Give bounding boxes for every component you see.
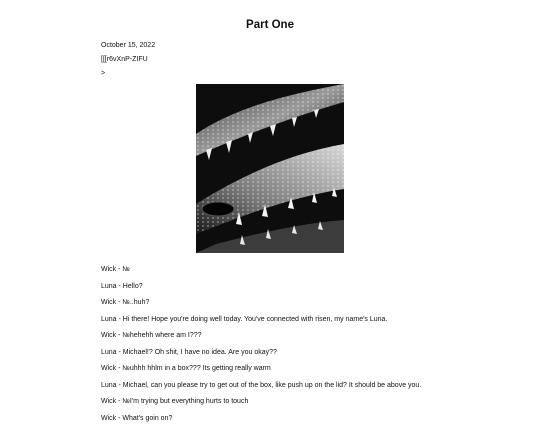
dialogue-line: Luna - Michael!? Oh shit, I have no idea. Are you okay?? bbox=[101, 348, 521, 365]
dialogue-line: Luna - Michael, can you please try to get out of the box, like push up on the lid? It should be above you. bbox=[101, 381, 521, 398]
page-title: Part One bbox=[0, 19, 540, 31]
dialogue-line: Wick - What's goin on? bbox=[101, 414, 521, 430]
dialogue-line: Wick - №uhhh hhlm in a box??? Its getting really warm bbox=[101, 364, 521, 381]
dialogue-transcript bbox=[101, 265, 521, 430]
crocodile-jaws-image bbox=[196, 84, 344, 253]
prompt-line: > bbox=[101, 69, 105, 78]
code-line: [[[r6vXnP-ZIFU bbox=[101, 55, 148, 64]
date-line: October 15, 2022 bbox=[101, 41, 155, 50]
dialogue-line: Wick - №hehehh where am I??? bbox=[101, 331, 521, 348]
dialogue-line: Wick - № bbox=[101, 265, 521, 282]
crocodile-jaws-icon bbox=[196, 84, 344, 253]
dialogue-line: Wick - №I'm trying but everything hurts to touch bbox=[101, 397, 521, 414]
dialogue-line: Luna - Hi there! Hope you're doing well today. You've connected with risen, my name's Luna. bbox=[101, 315, 521, 332]
dialogue-line: Luna - Hello? bbox=[101, 282, 521, 299]
dialogue-line: Wick - №..huh? bbox=[101, 298, 521, 315]
